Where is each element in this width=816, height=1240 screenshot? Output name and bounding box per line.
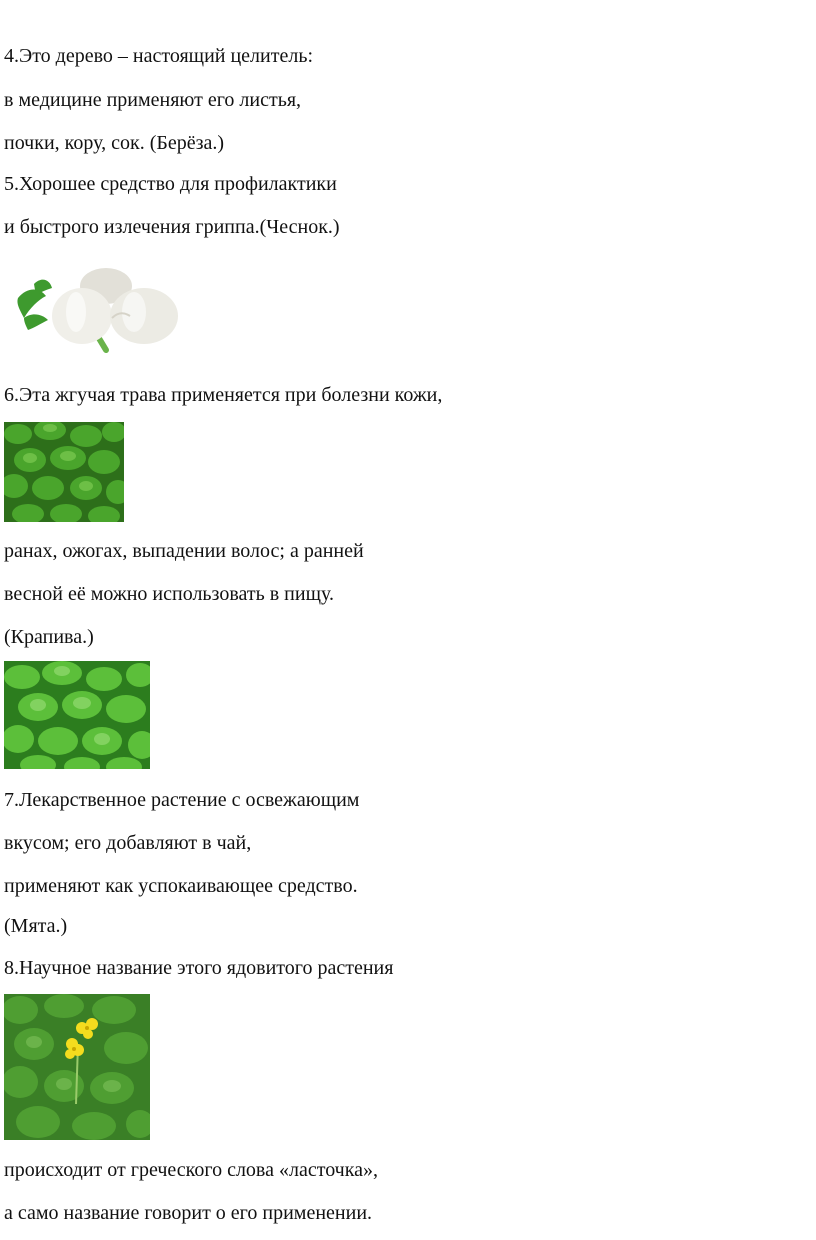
celandine-image [4, 994, 150, 1140]
mint-icon [4, 661, 150, 769]
riddle-8-line-1: 8.Научное название этого ядовитого растения [4, 957, 394, 979]
riddle-7-line-2: вкусом; его добавляют в чай, [4, 832, 252, 854]
riddle-5-line-2: и быстрого излечения гриппа.(Чеснок.) [4, 216, 340, 238]
riddle-4-line-2: в медицине применяют его листья, [4, 89, 302, 111]
riddle-7-answer: (Мята.) [4, 915, 68, 937]
riddle-6-line-3: весной её можно использовать в пищу. [4, 583, 334, 605]
nettle-image [4, 422, 124, 522]
riddle-7-line-1: 7.Лекарственное растение с освежающим [4, 789, 360, 811]
riddle-5-line-1: 5.Хорошее средство для профилактики [4, 173, 337, 195]
riddle-7-line-3: применяют как успокаивающее средство. [4, 875, 358, 897]
nettle-icon [4, 422, 124, 522]
mint-image [4, 661, 150, 769]
riddle-6-answer: (Крапива.) [4, 626, 94, 648]
riddle-4-line-3: почки, кору, сок. (Берёза.) [4, 132, 225, 154]
riddle-8-line-2: происходит от греческого слова «ласточка», [4, 1159, 379, 1181]
riddle-8-line-3: а само название говорит о его применении. [4, 1202, 373, 1224]
celandine-icon [4, 994, 150, 1140]
riddle-6-line-1: 6.Эта жгучая трава применяется при болезни кожи, [4, 384, 443, 406]
riddle-6-line-2: ранах, ожогах, выпадении волос; а ранней [4, 540, 364, 562]
garlic-image [6, 258, 181, 358]
riddle-4-line-1: 4.Это дерево – настоящий целитель: [4, 45, 314, 67]
garlic-icon [6, 258, 181, 358]
